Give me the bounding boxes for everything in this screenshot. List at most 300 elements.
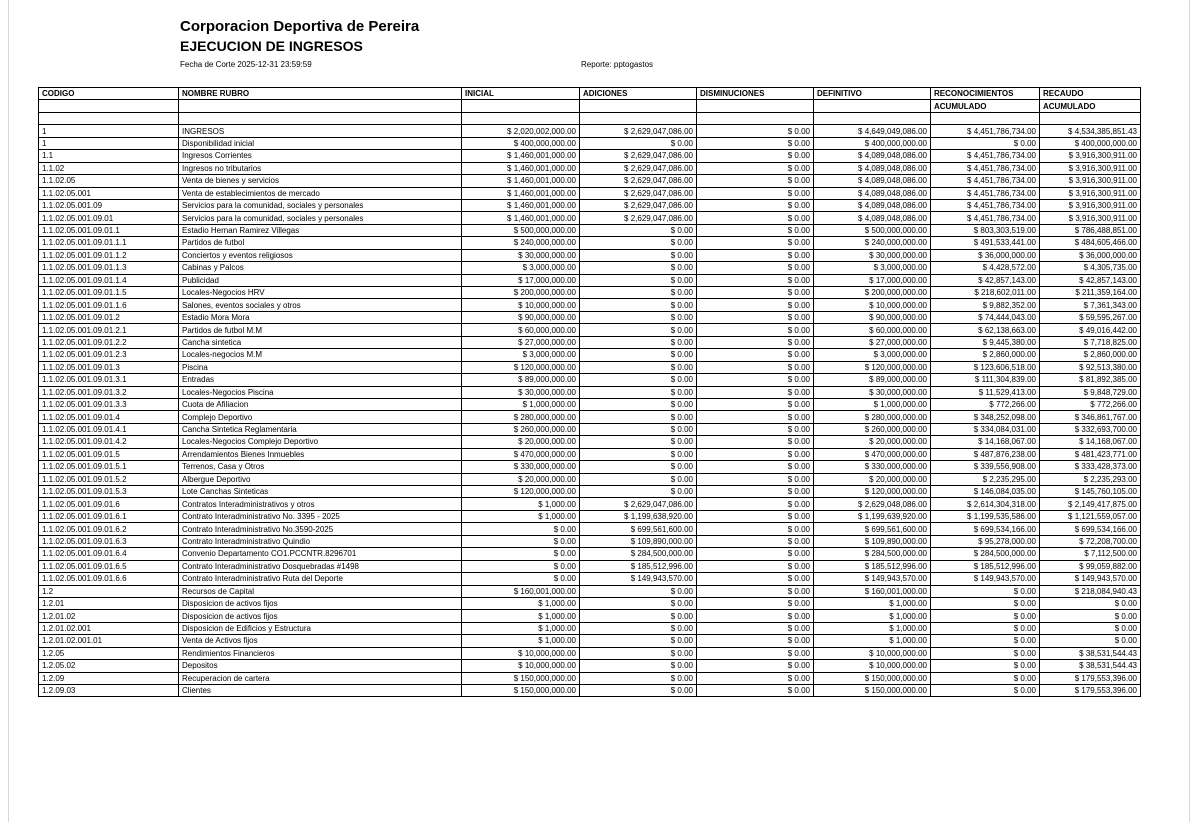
initial-cell: $ 1,000.00 [462, 597, 580, 609]
initial-cell: $ 1,460,001,000.00 [462, 150, 580, 162]
initial-cell: $ 1,000.00 [462, 498, 580, 510]
recognitions-cell: $ 772,266.00 [931, 398, 1040, 410]
reductions-cell: $ 0.00 [697, 436, 814, 448]
initial-cell: $ 27,000,000.00 [462, 336, 580, 348]
definitive-cell: $ 260,000,000.00 [814, 423, 931, 435]
initial-cell: $ 30,000,000.00 [462, 249, 580, 261]
subheader-cell [39, 100, 179, 112]
initial-cell: $ 60,000,000.00 [462, 324, 580, 336]
reductions-cell: $ 0.00 [697, 461, 814, 473]
additions-cell: $ 0.00 [580, 274, 697, 286]
code-cell: 1.2.09 [39, 672, 179, 684]
reductions-cell: $ 0.00 [697, 448, 814, 460]
additions-cell: $ 2,629,047,086.00 [580, 199, 697, 211]
code-cell: 1.1.02.05.001.09.01.6.3 [39, 535, 179, 547]
recognitions-cell: $ 0.00 [931, 597, 1040, 609]
reductions-cell: $ 0.00 [697, 175, 814, 187]
code-cell: 1.2.01.02.001 [39, 622, 179, 634]
collection-cell: $ 0.00 [1040, 635, 1141, 647]
collection-cell: $ 400,000,000.00 [1040, 137, 1141, 149]
name-cell: Estadio Mora Mora [179, 311, 462, 323]
code-cell: 1.1.02.05.001.09.01.1.1 [39, 237, 179, 249]
additions-cell: $ 0.00 [580, 374, 697, 386]
table-row [39, 125, 1141, 137]
initial-cell: $ 200,000,000.00 [462, 287, 580, 299]
initial-cell: $ 1,460,001,000.00 [462, 187, 580, 199]
table-row [39, 473, 1141, 485]
collection-cell: $ 14,168,067.00 [1040, 436, 1141, 448]
collection-cell: $ 0.00 [1040, 610, 1141, 622]
name-cell: Convenio Departamento CO1.PCCNTR.8296701 [179, 548, 462, 560]
table-row [39, 523, 1141, 535]
code-cell: 1.1 [39, 150, 179, 162]
table-row [39, 672, 1141, 684]
header-cell: RECAUDO [1040, 88, 1141, 100]
name-cell: Terrenos, Casa y Otros [179, 461, 462, 473]
table-row [39, 262, 1141, 274]
initial-cell: $ 240,000,000.00 [462, 237, 580, 249]
additions-cell: $ 0.00 [580, 585, 697, 597]
additions-cell: $ 0.00 [580, 461, 697, 473]
definitive-cell: $ 10,000,000.00 [814, 660, 931, 672]
name-cell: Servicios para la comunidad, sociales y personales [179, 212, 462, 224]
initial-cell: $ 0.00 [462, 535, 580, 547]
collection-cell: $ 772,266.00 [1040, 398, 1141, 410]
cutoff-date: Fecha de Corte 2025-12-31 23:59:59 [180, 60, 312, 69]
initial-cell: $ 1,000.00 [462, 510, 580, 522]
recognitions-cell: $ 4,451,786,734.00 [931, 162, 1040, 174]
recognitions-cell: $ 185,512,996.00 [931, 560, 1040, 572]
report-name: Reporte: pptogastos [581, 60, 654, 69]
blank-cell [1040, 112, 1141, 124]
recognitions-cell: $ 1,199,535,586.00 [931, 510, 1040, 522]
definitive-cell: $ 120,000,000.00 [814, 361, 931, 373]
initial-cell: $ 0.00 [462, 573, 580, 585]
table-row [39, 299, 1141, 311]
recognitions-cell: $ 9,882,352.00 [931, 299, 1040, 311]
initial-cell: $ 1,000,000.00 [462, 398, 580, 410]
collection-cell: $ 699,534,166.00 [1040, 523, 1141, 535]
definitive-cell: $ 4,089,048,086.00 [814, 212, 931, 224]
definitive-cell: $ 150,000,000.00 [814, 685, 931, 697]
reductions-cell: $ 0.00 [697, 224, 814, 236]
blank-cell [697, 112, 814, 124]
name-cell: Locales-Negocios HRV [179, 287, 462, 299]
reductions-cell: $ 0.00 [697, 685, 814, 697]
recognitions-cell: $ 487,876,238.00 [931, 448, 1040, 460]
additions-cell: $ 0.00 [580, 672, 697, 684]
name-cell: Contrato Interadministrativo No.3590-2025 [179, 523, 462, 535]
reductions-cell: $ 0.00 [697, 262, 814, 274]
additions-cell: $ 0.00 [580, 423, 697, 435]
additions-cell: $ 185,512,996.00 [580, 560, 697, 572]
table-row [39, 498, 1141, 510]
collection-cell: $ 3,916,300,911.00 [1040, 162, 1141, 174]
recognitions-cell: $ 4,451,786,734.00 [931, 212, 1040, 224]
name-cell: Cancha Sintetica Reglamentaria [179, 423, 462, 435]
initial-cell: $ 400,000,000.00 [462, 137, 580, 149]
recognitions-cell: $ 334,084,031.00 [931, 423, 1040, 435]
table-row [39, 249, 1141, 261]
definitive-cell: $ 30,000,000.00 [814, 249, 931, 261]
header-row [39, 88, 1141, 100]
table-row [39, 212, 1141, 224]
table-row [39, 685, 1141, 697]
table-row [39, 311, 1141, 323]
reductions-cell: $ 0.00 [697, 660, 814, 672]
recognitions-cell: $ 146,084,035.00 [931, 486, 1040, 498]
name-cell: Complejo Deportivo [179, 411, 462, 423]
table-row [39, 187, 1141, 199]
table-row [39, 573, 1141, 585]
definitive-cell: $ 185,512,996.00 [814, 560, 931, 572]
reductions-cell: $ 0.00 [697, 287, 814, 299]
table-row [39, 386, 1141, 398]
reductions-cell: $ 0.00 [697, 361, 814, 373]
recognitions-cell: $ 0.00 [931, 137, 1040, 149]
recognitions-cell: $ 9,445,380.00 [931, 336, 1040, 348]
name-cell: Depositos [179, 660, 462, 672]
recognitions-cell: $ 4,451,786,734.00 [931, 175, 1040, 187]
initial-cell: $ 120,000,000.00 [462, 361, 580, 373]
recognitions-cell: $ 803,303,519.00 [931, 224, 1040, 236]
definitive-cell: $ 500,000,000.00 [814, 224, 931, 236]
table-row [39, 336, 1141, 348]
additions-cell: $ 0.00 [580, 349, 697, 361]
reductions-cell: $ 0.00 [697, 162, 814, 174]
additions-cell: $ 0.00 [580, 597, 697, 609]
collection-cell: $ 38,531,544.43 [1040, 660, 1141, 672]
recognitions-cell: $ 699,534,166.00 [931, 523, 1040, 535]
definitive-cell: $ 4,089,048,086.00 [814, 187, 931, 199]
table-row [39, 448, 1141, 460]
code-cell: 1.2 [39, 585, 179, 597]
collection-cell: $ 9,848,729.00 [1040, 386, 1141, 398]
subheader-cell: ACUMULADO [931, 100, 1040, 112]
collection-cell: $ 2,235,293.00 [1040, 473, 1141, 485]
initial-cell: $ 500,000,000.00 [462, 224, 580, 236]
collection-cell: $ 149,943,570.00 [1040, 573, 1141, 585]
collection-cell: $ 333,428,373.00 [1040, 461, 1141, 473]
report-header [180, 17, 419, 71]
definitive-cell: $ 240,000,000.00 [814, 237, 931, 249]
table-row [39, 361, 1141, 373]
initial-cell: $ 1,000.00 [462, 610, 580, 622]
name-cell: Disponibilidad inicial [179, 137, 462, 149]
table-row [39, 411, 1141, 423]
collection-cell: $ 211,359,164.00 [1040, 287, 1141, 299]
definitive-cell: $ 160,001,000.00 [814, 585, 931, 597]
recognitions-cell: $ 14,168,067.00 [931, 436, 1040, 448]
table-row [39, 510, 1141, 522]
code-cell: 1.1.02.05.001.09.01.1.2 [39, 249, 179, 261]
table-row [39, 635, 1141, 647]
name-cell: Partidos de futbol [179, 237, 462, 249]
blank-cell [580, 112, 697, 124]
recognitions-cell: $ 0.00 [931, 685, 1040, 697]
definitive-cell: $ 4,089,048,086.00 [814, 199, 931, 211]
collection-cell: $ 7,718,825.00 [1040, 336, 1141, 348]
table-row [39, 436, 1141, 448]
additions-cell: $ 0.00 [580, 411, 697, 423]
additions-cell: $ 0.00 [580, 287, 697, 299]
code-cell: 1.1.02.05.001.09.01.5.1 [39, 461, 179, 473]
name-cell: Contrato Interadministrativo Dosquebradas #1498 [179, 560, 462, 572]
income-execution-table [38, 87, 1141, 697]
name-cell: Venta de establecimientos de mercado [179, 187, 462, 199]
reductions-cell: $ 0.00 [697, 647, 814, 659]
initial-cell: $ 3,000,000.00 [462, 262, 580, 274]
additions-cell: $ 0.00 [580, 635, 697, 647]
recognitions-cell: $ 4,451,786,734.00 [931, 150, 1040, 162]
definitive-cell: $ 20,000,000.00 [814, 436, 931, 448]
additions-cell: $ 0.00 [580, 386, 697, 398]
name-cell: Albergue Deportivo [179, 473, 462, 485]
reductions-cell: $ 0.00 [697, 622, 814, 634]
name-cell: Contratos Interadministrativos y otros [179, 498, 462, 510]
table-row [39, 349, 1141, 361]
name-cell: Venta de bienes y servicios [179, 175, 462, 187]
code-cell: 1.2.09.03 [39, 685, 179, 697]
name-cell: Contrato Interadministrativo Ruta del Deporte [179, 573, 462, 585]
initial-cell: $ 10,000,000.00 [462, 299, 580, 311]
additions-cell: $ 2,629,047,086.00 [580, 212, 697, 224]
code-cell: 1.1.02.05.001.09.01.2.3 [39, 349, 179, 361]
code-cell: 1.1.02.05.001.09.01.6.2 [39, 523, 179, 535]
name-cell: Disposicion de activos fijos [179, 597, 462, 609]
reductions-cell: $ 0.00 [697, 398, 814, 410]
reductions-cell: $ 0.00 [697, 199, 814, 211]
collection-cell: $ 145,760,105.00 [1040, 486, 1141, 498]
additions-cell: $ 2,629,047,086.00 [580, 187, 697, 199]
initial-cell: $ 20,000,000.00 [462, 436, 580, 448]
additions-cell: $ 0.00 [580, 224, 697, 236]
collection-cell: $ 332,693,700.00 [1040, 423, 1141, 435]
recognitions-cell: $ 62,138,663.00 [931, 324, 1040, 336]
reductions-cell: $ 0.00 [697, 212, 814, 224]
table-row [39, 274, 1141, 286]
recognitions-cell: $ 2,235,295.00 [931, 473, 1040, 485]
subheader-cell: ACUMULADO [1040, 100, 1141, 112]
name-cell: Arrendamientos Bienes Inmuebles [179, 448, 462, 460]
table-row [39, 162, 1141, 174]
recognitions-cell: $ 0.00 [931, 585, 1040, 597]
header-cell: RECONOCIMIENTOS [931, 88, 1040, 100]
definitive-cell: $ 30,000,000.00 [814, 386, 931, 398]
additions-cell: $ 0.00 [580, 336, 697, 348]
code-cell: 1.1.02.05.001.09.01.4.1 [39, 423, 179, 435]
additions-cell: $ 0.00 [580, 262, 697, 274]
definitive-cell: $ 20,000,000.00 [814, 473, 931, 485]
name-cell: Cancha sintetica [179, 336, 462, 348]
definitive-cell: $ 10,000,000.00 [814, 647, 931, 659]
code-cell: 1.1.02.05.001.09.01.6 [39, 498, 179, 510]
table-row [39, 137, 1141, 149]
subheader-cell [580, 100, 697, 112]
reductions-cell: $ 0.00 [697, 523, 814, 535]
name-cell: Cuota de Afiliacion [179, 398, 462, 410]
collection-cell: $ 4,534,385,851.43 [1040, 125, 1141, 137]
initial-cell: $ 1,460,001,000.00 [462, 212, 580, 224]
table-row [39, 224, 1141, 236]
code-cell: 1.1.02.05.001.09.01.1 [39, 224, 179, 236]
name-cell: Publicidad [179, 274, 462, 286]
additions-cell: $ 1,199,638,920.00 [580, 510, 697, 522]
table-row [39, 398, 1141, 410]
definitive-cell: $ 4,089,048,086.00 [814, 175, 931, 187]
recognitions-cell: $ 36,000,000.00 [931, 249, 1040, 261]
table-row [39, 423, 1141, 435]
reductions-cell: $ 0.00 [697, 498, 814, 510]
collection-cell: $ 7,112,500.00 [1040, 548, 1141, 560]
collection-cell: $ 2,149,417,875.00 [1040, 498, 1141, 510]
collection-cell: $ 99,059,882.00 [1040, 560, 1141, 572]
code-cell: 1.2.05.02 [39, 660, 179, 672]
recognitions-cell: $ 2,614,304,318.00 [931, 498, 1040, 510]
table-row [39, 622, 1141, 634]
initial-cell: $ 2,020,002,000.00 [462, 125, 580, 137]
reductions-cell: $ 0.00 [697, 548, 814, 560]
code-cell: 1.1.02.05.001.09.01.3.3 [39, 398, 179, 410]
blank-cell [179, 112, 462, 124]
table-row [39, 597, 1141, 609]
name-cell: Contrato Interadministrativo Quindio [179, 535, 462, 547]
definitive-cell: $ 2,629,048,086.00 [814, 498, 931, 510]
initial-cell: $ 89,000,000.00 [462, 374, 580, 386]
name-cell: Partidos de futbol M.M [179, 324, 462, 336]
reductions-cell: $ 0.00 [697, 349, 814, 361]
definitive-cell: $ 109,890,000.00 [814, 535, 931, 547]
code-cell: 1.1.02.05.001.09.01.3.2 [39, 386, 179, 398]
additions-cell: $ 0.00 [580, 622, 697, 634]
collection-cell: $ 346,861,767.00 [1040, 411, 1141, 423]
code-cell: 1.1.02.05.001 [39, 187, 179, 199]
initial-cell: $ 260,000,000.00 [462, 423, 580, 435]
collection-cell: $ 4,305,735.00 [1040, 262, 1141, 274]
reductions-cell: $ 0.00 [697, 535, 814, 547]
collection-cell: $ 3,916,300,911.00 [1040, 187, 1141, 199]
collection-cell: $ 38,531,544.43 [1040, 647, 1141, 659]
code-cell: 1 [39, 137, 179, 149]
code-cell: 1.1.02.05.001.09.01.2.1 [39, 324, 179, 336]
blank-row [39, 112, 1141, 124]
initial-cell: $ 120,000,000.00 [462, 486, 580, 498]
definitive-cell: $ 10,000,000.00 [814, 299, 931, 311]
definitive-cell: $ 400,000,000.00 [814, 137, 931, 149]
additions-cell: $ 0.00 [580, 486, 697, 498]
table-row [39, 486, 1141, 498]
collection-cell: $ 92,513,380.00 [1040, 361, 1141, 373]
name-cell: Contrato Interadministrativo No. 3395 - 2025 [179, 510, 462, 522]
initial-cell: $ 3,000,000.00 [462, 349, 580, 361]
additions-cell: $ 0.00 [580, 610, 697, 622]
code-cell: 1.1.02.05.001.09.01.1.4 [39, 274, 179, 286]
additions-cell: $ 2,629,047,086.00 [580, 498, 697, 510]
table-row [39, 324, 1141, 336]
reductions-cell: $ 0.00 [697, 386, 814, 398]
additions-cell: $ 0.00 [580, 473, 697, 485]
recognitions-cell: $ 0.00 [931, 622, 1040, 634]
code-cell: 1.1.02.05.001.09.01.6.6 [39, 573, 179, 585]
subheader-row [39, 100, 1141, 112]
code-cell: 1.1.02.05.001.09.01.2 [39, 311, 179, 323]
recognitions-cell: $ 111,304,839.00 [931, 374, 1040, 386]
code-cell: 1.1.02.05.001.09.01.6.1 [39, 510, 179, 522]
recognitions-cell: $ 284,500,000.00 [931, 548, 1040, 560]
subheader-cell [179, 100, 462, 112]
initial-cell: $ 150,000,000.00 [462, 672, 580, 684]
collection-cell: $ 179,553,396.00 [1040, 685, 1141, 697]
definitive-cell: $ 90,000,000.00 [814, 311, 931, 323]
recognitions-cell: $ 74,444,043.00 [931, 311, 1040, 323]
name-cell: Rendimientos Financieros [179, 647, 462, 659]
reductions-cell: $ 0.00 [697, 573, 814, 585]
reductions-cell: $ 0.00 [697, 560, 814, 572]
reductions-cell: $ 0.00 [697, 672, 814, 684]
name-cell: Ingresos no tributarios [179, 162, 462, 174]
definitive-cell: $ 1,000,000.00 [814, 398, 931, 410]
code-cell: 1.1.02.05.001.09.01 [39, 212, 179, 224]
blank-cell [814, 112, 931, 124]
recognitions-cell: $ 123,606,518.00 [931, 361, 1040, 373]
header-cell: DEFINITIVO [814, 88, 931, 100]
collection-cell: $ 481,423,771.00 [1040, 448, 1141, 460]
initial-cell: $ 0.00 [462, 548, 580, 560]
table-row [39, 287, 1141, 299]
reductions-cell: $ 0.00 [697, 610, 814, 622]
initial-cell: $ 330,000,000.00 [462, 461, 580, 473]
table-body [39, 125, 1141, 697]
code-cell: 1.1.02.05.001.09.01.2.2 [39, 336, 179, 348]
initial-cell: $ 20,000,000.00 [462, 473, 580, 485]
recognitions-cell: $ 0.00 [931, 647, 1040, 659]
initial-cell: $ 160,001,000.00 [462, 585, 580, 597]
name-cell: Lote Canchas Sinteticas [179, 486, 462, 498]
recognitions-cell: $ 4,428,572.00 [931, 262, 1040, 274]
reductions-cell: $ 0.00 [697, 423, 814, 435]
reductions-cell: $ 0.00 [697, 274, 814, 286]
reductions-cell: $ 0.00 [697, 249, 814, 261]
table-row [39, 199, 1141, 211]
recognitions-cell: $ 4,451,786,734.00 [931, 199, 1040, 211]
initial-cell: $ 0.00 [462, 560, 580, 572]
organization-name: Corporacion Deportiva de Pereira [180, 18, 420, 35]
additions-cell: $ 0.00 [580, 448, 697, 460]
name-cell: Servicios para la comunidad, sociales y personales [179, 199, 462, 211]
header-cell: DISMINUCIONES [697, 88, 814, 100]
reductions-cell: $ 0.00 [697, 299, 814, 311]
definitive-cell: $ 699,561,600.00 [814, 523, 931, 535]
collection-cell: $ 0.00 [1040, 597, 1141, 609]
table-row [39, 150, 1141, 162]
initial-cell: $ 10,000,000.00 [462, 647, 580, 659]
blank-cell [931, 112, 1040, 124]
collection-cell: $ 36,000,000.00 [1040, 249, 1141, 261]
code-cell: 1.1.02.05.001.09.01.5.3 [39, 486, 179, 498]
table-row [39, 374, 1141, 386]
header-cell: CODIGO [39, 88, 179, 100]
recognitions-cell: $ 2,860,000.00 [931, 349, 1040, 361]
initial-cell: $ 150,000,000.00 [462, 685, 580, 697]
blank-cell [39, 112, 179, 124]
name-cell: Locales-Negocios Complejo Deportivo [179, 436, 462, 448]
definitive-cell: $ 3,000,000.00 [814, 262, 931, 274]
name-cell: Locales-Negocios Piscina [179, 386, 462, 398]
additions-cell: $ 699,561,600.00 [580, 523, 697, 535]
code-cell: 1.1.02.05.001.09.01.1.3 [39, 262, 179, 274]
definitive-cell: $ 330,000,000.00 [814, 461, 931, 473]
name-cell: Clientes [179, 685, 462, 697]
